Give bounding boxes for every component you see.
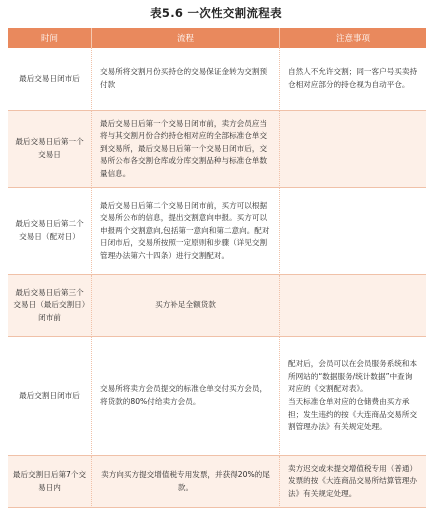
header-process: 流程: [92, 28, 280, 48]
settlement-process-table: [8, 28, 426, 508]
cell-process: 卖方向买方提交增值税专用发票，并获得20%的尾款。: [92, 456, 280, 508]
cell-time: 最后交易日后第二个交易日（配对日）: [8, 188, 92, 275]
cell-time: 最后交易日后第三个交易日（最后交割日）闭市前: [8, 275, 92, 337]
cell-process: 买方补足全额货款: [92, 275, 280, 337]
table-row: [8, 111, 426, 188]
table-header-row: [8, 28, 426, 48]
table-row: [8, 337, 426, 456]
cell-process: 最后交易日后第二个交易日闭市前，买方可以根据交易所公布的信息，提出交割意向申报。买方可以申报两个交割意向,包括第一意向和第二意向。配对日闭市后，交易所按照一定原则和步骤（详见交割管理办法第六十四条）进行交割配对。: [92, 188, 280, 275]
cell-notes: 自然人不允许交割；同一客户号买卖持仓相对应部分的持仓视为自动平仓。: [280, 48, 426, 111]
table-row: [8, 275, 426, 337]
cell-process: 交易所将卖方会员提交的标准仓单交付买方会员，将货款的80%付给卖方会员。: [92, 337, 280, 456]
table-row: [8, 188, 426, 275]
cell-process: 交易所将交割月份买持仓的交易保证金转为交割预付款: [92, 48, 280, 111]
cell-notes: [280, 111, 426, 188]
cell-time: 最后交易日闭市后: [8, 48, 92, 111]
cell-time: 最后交割日闭市后: [8, 337, 92, 456]
cell-time: 最后交割日后第7个交易日内: [8, 456, 92, 508]
cell-process: 最后交易日后第一个交易日闭市前，卖方会员应当将与其交割月份合约持仓相对应的全部标准仓单交到交易所，最后交易日后第一个交易日闭市后，交易所公布各交割仓库或分库交割品种与标准仓单数量信息。: [92, 111, 280, 188]
table-title: 表5.6 一次性交割流程表: [150, 6, 282, 20]
header-notes: 注意事项: [280, 28, 426, 48]
cell-notes: [280, 275, 426, 337]
cell-time: 最后交易日后第一个交易日: [8, 111, 92, 188]
cell-notes: 配对后，会员可以在会员服务系统和本所网站的“数据服务/统计数据”中查询对应的《交割配对表》。 当天标准仓单对应的仓储费由买方承担；发生违约的按《大连商品交易所交割管理办法》有关规定处理。: [280, 337, 426, 456]
cell-notes: [280, 188, 426, 275]
table-row: [8, 456, 426, 508]
cell-notes: 卖方迟交或未提交增值税专用（普通）发票的按《大连商品交易所结算管理办法》有关规定处理。: [280, 456, 426, 508]
header-time: 时间: [8, 28, 92, 48]
table-row: [8, 48, 426, 111]
